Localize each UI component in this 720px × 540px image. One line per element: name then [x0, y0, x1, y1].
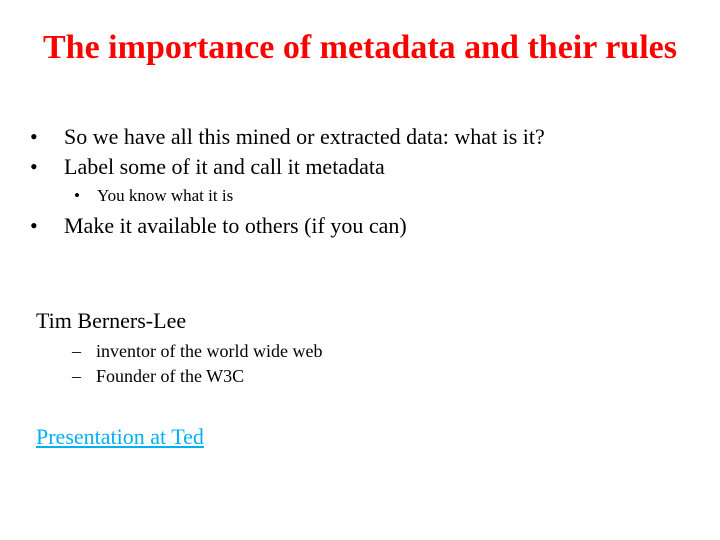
person-detail-1: [72, 341, 322, 363]
dash-icon: –: [72, 366, 81, 386]
person-detail-2: [72, 366, 244, 388]
bullet-item-3: [30, 213, 407, 239]
bullet-icon: •: [74, 186, 80, 205]
bullet-item-1: [30, 124, 545, 150]
sub-bullet-item-1: [74, 186, 233, 206]
sub-bullet-text: You know what it is: [97, 186, 234, 205]
person-name: Tim Berners-Lee: [36, 308, 187, 333]
bullet-text: Label some of it and call it metadata: [64, 154, 385, 179]
bullet-icon: •: [30, 124, 38, 149]
dash-icon: –: [72, 341, 81, 361]
ted-presentation-link[interactable]: Presentation at Ted: [36, 424, 204, 449]
bullet-text: Make it available to others (if you can): [64, 213, 407, 238]
bullet-item-2: [30, 154, 385, 180]
person-detail-text: inventor of the world wide web: [96, 341, 323, 361]
person-detail-text: Founder of the W3C: [96, 366, 245, 386]
slide-title: The importance of metadata and their rules: [43, 29, 677, 66]
bullet-text: So we have all this mined or extracted data: what is it?: [64, 124, 545, 149]
bullet-icon: •: [30, 154, 38, 179]
bullet-icon: •: [30, 213, 38, 238]
